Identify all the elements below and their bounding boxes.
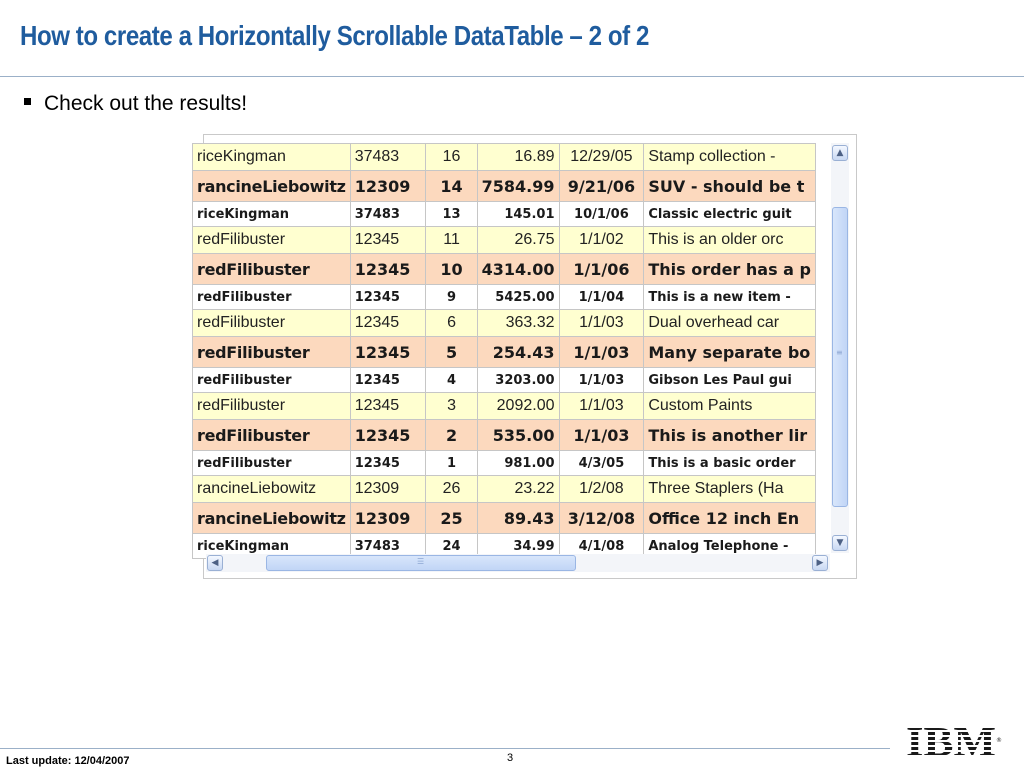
table-row[interactable]: [193, 393, 816, 420]
cell-date: 1/1/06: [559, 254, 644, 285]
bullet-text: Check out the results!: [44, 92, 248, 115]
vertical-scrollbar[interactable]: [831, 143, 849, 553]
table-row[interactable]: [193, 202, 816, 227]
cell-amount: 363.32: [477, 310, 559, 337]
cell-qty: 26: [426, 476, 477, 503]
svg-text:IBM: IBM: [906, 720, 996, 766]
cell-date: 1/1/04: [559, 285, 644, 310]
cell-amount: 145.01: [477, 202, 559, 227]
cell-id: 37483: [350, 534, 426, 559]
cell-description: Three Staplers (Ha: [644, 476, 816, 503]
vertical-scroll-thumb[interactable]: [832, 207, 848, 507]
cell-date: 1/1/02: [559, 227, 644, 254]
table-row[interactable]: [193, 171, 816, 202]
cell-name: redFilibuster: [193, 368, 351, 393]
cell-id: 12345: [350, 368, 426, 393]
table-row[interactable]: [193, 337, 816, 368]
table-viewport: [197, 143, 830, 554]
cell-date: 1/1/03: [559, 310, 644, 337]
cell-description: Office 12 inch En: [644, 503, 816, 534]
cell-id: 12345: [350, 227, 426, 254]
cell-amount: 7584.99: [477, 171, 559, 202]
cell-name: rancineLiebowitz: [193, 171, 351, 202]
cell-name: redFilibuster: [193, 227, 351, 254]
cell-amount: 5425.00: [477, 285, 559, 310]
svg-text:®: ®: [996, 737, 1002, 744]
ibm-logo: [906, 720, 1002, 766]
cell-description: This is another lir: [644, 420, 816, 451]
cell-description: Gibson Les Paul gui: [644, 368, 816, 393]
chevron-right-icon[interactable]: ▶: [812, 555, 828, 571]
cell-id: 12345: [350, 337, 426, 368]
last-update-label: Last update: 12/04/2007: [6, 755, 130, 767]
cell-name: redFilibuster: [193, 310, 351, 337]
table-row[interactable]: [193, 420, 816, 451]
table-row[interactable]: [193, 476, 816, 503]
footer-divider: [0, 748, 890, 749]
cell-name: riceKingman: [193, 202, 351, 227]
cell-id: 12309: [350, 171, 426, 202]
cell-description: Many separate bo: [644, 337, 816, 368]
cell-qty: 10: [426, 254, 477, 285]
cell-name: redFilibuster: [193, 285, 351, 310]
cell-name: riceKingman: [193, 144, 351, 171]
cell-description: This order has a p: [644, 254, 816, 285]
title-divider: [0, 76, 1024, 77]
cell-description: This is an older orc: [644, 227, 816, 254]
cell-amount: 26.75: [477, 227, 559, 254]
cell-date: 12/29/05: [559, 144, 644, 171]
cell-id: 12345: [350, 451, 426, 476]
cell-name: rancineLiebowitz: [193, 476, 351, 503]
cell-qty: 2: [426, 420, 477, 451]
cell-date: 4/1/08: [559, 534, 644, 559]
cell-description: This is a new item -: [644, 285, 816, 310]
cell-date: 1/1/03: [559, 337, 644, 368]
datatable-screenshot: [197, 134, 857, 579]
grip-icon: ☰: [417, 557, 425, 566]
cell-qty: 24: [426, 534, 477, 559]
table-row[interactable]: [193, 227, 816, 254]
table-row[interactable]: [193, 285, 816, 310]
bullet-item: [24, 92, 247, 116]
cell-date: 1/1/03: [559, 368, 644, 393]
cell-amount: 535.00: [477, 420, 559, 451]
cell-qty: 13: [426, 202, 477, 227]
cell-amount: 16.89: [477, 144, 559, 171]
cell-qty: 11: [426, 227, 477, 254]
cell-qty: 25: [426, 503, 477, 534]
data-table: [192, 143, 816, 559]
cell-qty: 4: [426, 368, 477, 393]
cell-qty: 3: [426, 393, 477, 420]
cell-id: 37483: [350, 202, 426, 227]
cell-description: SUV - should be t: [644, 171, 816, 202]
chevron-down-icon[interactable]: ▼: [832, 535, 848, 551]
horizontal-scroll-thumb[interactable]: [266, 555, 576, 571]
cell-name: redFilibuster: [193, 393, 351, 420]
cell-amount: 254.43: [477, 337, 559, 368]
cell-name: redFilibuster: [193, 337, 351, 368]
cell-date: 4/3/05: [559, 451, 644, 476]
cell-qty: 16: [426, 144, 477, 171]
cell-date: 1/1/03: [559, 393, 644, 420]
cell-qty: 6: [426, 310, 477, 337]
cell-id: 12345: [350, 393, 426, 420]
cell-description: Analog Telephone -: [644, 534, 816, 559]
cell-date: 10/1/06: [559, 202, 644, 227]
cell-name: rancineLiebowitz: [193, 503, 351, 534]
table-row[interactable]: [193, 368, 816, 393]
cell-amount: 34.99: [477, 534, 559, 559]
chevron-up-icon[interactable]: ▲: [832, 145, 848, 161]
cell-date: 3/12/08: [559, 503, 644, 534]
cell-amount: 981.00: [477, 451, 559, 476]
cell-amount: 4314.00: [477, 254, 559, 285]
table-row[interactable]: [193, 144, 816, 171]
cell-name: redFilibuster: [193, 254, 351, 285]
cell-qty: 1: [426, 451, 477, 476]
cell-date: 1/2/08: [559, 476, 644, 503]
cell-amount: 23.22: [477, 476, 559, 503]
cell-id: 12345: [350, 310, 426, 337]
cell-id: 12309: [350, 476, 426, 503]
cell-id: 12345: [350, 285, 426, 310]
cell-date: 1/1/03: [559, 420, 644, 451]
cell-name: redFilibuster: [193, 451, 351, 476]
cell-description: This is a basic order: [644, 451, 816, 476]
square-bullet-icon: [24, 98, 31, 105]
cell-amount: 3203.00: [477, 368, 559, 393]
cell-description: Custom Paints: [644, 393, 816, 420]
slide-title: How to create a Horizontally Scrollable DataTable – 2 of 2: [20, 20, 649, 51]
table-row[interactable]: [193, 503, 816, 534]
cell-qty: 9: [426, 285, 477, 310]
chevron-left-icon[interactable]: ◀: [207, 555, 223, 571]
cell-description: Dual overhead car: [644, 310, 816, 337]
cell-id: 12345: [350, 254, 426, 285]
page-number: 3: [507, 752, 514, 764]
table-row[interactable]: [193, 254, 816, 285]
cell-date: 9/21/06: [559, 171, 644, 202]
cell-amount: 89.43: [477, 503, 559, 534]
cell-qty: 14: [426, 171, 477, 202]
cell-amount: 2092.00: [477, 393, 559, 420]
cell-description: Classic electric guit: [644, 202, 816, 227]
cell-name: riceKingman: [193, 534, 351, 559]
horizontal-scrollbar[interactable]: [206, 554, 830, 572]
table-row[interactable]: [193, 310, 816, 337]
grip-icon: ≡: [836, 348, 843, 357]
cell-qty: 5: [426, 337, 477, 368]
cell-description: Stamp collection -: [644, 144, 816, 171]
table-row[interactable]: [193, 451, 816, 476]
cell-id: 12309: [350, 503, 426, 534]
cell-name: redFilibuster: [193, 420, 351, 451]
cell-id: 37483: [350, 144, 426, 171]
cell-id: 12345: [350, 420, 426, 451]
